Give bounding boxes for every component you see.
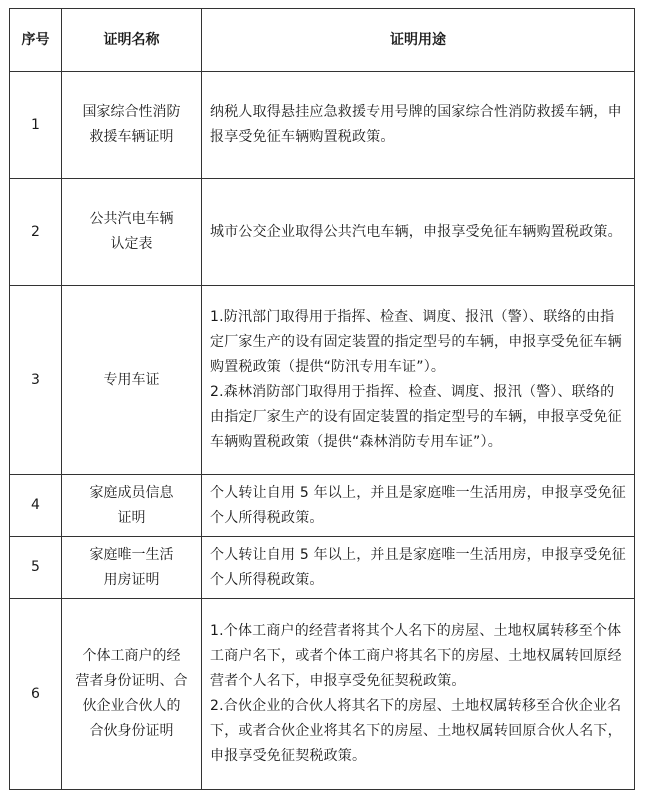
- certificate-table: [9, 8, 635, 790]
- certificate-name-line: 救援车辆证明: [89, 129, 174, 145]
- table-row: [10, 475, 635, 537]
- certificate-use-paragraph: 城市公交企业取得公共汽电车辆，申报享受免征车辆购置税政策。: [210, 223, 622, 240]
- row-number: 2: [10, 179, 62, 286]
- certificate-name-line: 合伙身份证明: [89, 723, 174, 739]
- certificate-name-line: 证明: [117, 509, 146, 526]
- certificate-use-paragraph: 个人转让自用 5 年以上，并且是家庭唯一生活用房，申报享受免征个人所得税政策。: [210, 546, 627, 588]
- certificate-use: [202, 599, 635, 790]
- certificate-name-line: 营者身份证明、合: [75, 673, 188, 689]
- certificate-name: [62, 179, 202, 286]
- header-no: 序号: [10, 9, 62, 72]
- table-row: [10, 537, 635, 599]
- certificate-use: [202, 537, 635, 599]
- table-row: [10, 72, 635, 179]
- certificate-use: [202, 286, 635, 475]
- row-number: 5: [10, 537, 62, 599]
- certificate-name-line: 家庭成员信息: [89, 484, 174, 501]
- certificate-name: [62, 537, 202, 599]
- certificate-name-line: 公共汽电车辆: [89, 211, 174, 227]
- certificate-name: [62, 599, 202, 790]
- header-use: 证明用途: [202, 9, 635, 72]
- certificate-name-line: 专用车证: [103, 371, 160, 388]
- row-number: 6: [10, 599, 62, 790]
- certificate-use: [202, 72, 635, 179]
- table-row: [10, 179, 635, 286]
- certificate-name-line: 家庭唯一生活: [89, 546, 174, 563]
- row-number: 3: [10, 286, 62, 475]
- certificate-name-line: 认定表: [110, 236, 153, 252]
- row-number: 4: [10, 475, 62, 537]
- header-row: [10, 9, 635, 72]
- certificate-use-paragraph: 2.森林消防部门取得用于指挥、检查、调度、报汛（警）、联络的由指定厂家生产的设有固定装置的指定型号的车辆，申报享受免征车辆购置税政策（提供“森林消防专用车证”）。: [210, 384, 622, 450]
- certificate-name-line: 个体工商户的经: [82, 648, 181, 664]
- table-row: [10, 599, 635, 790]
- certificate-use-paragraph: 纳税人取得悬挂应急救援专用号牌的国家综合性消防救援车辆，申报享受免征车辆购置税政策。: [210, 104, 622, 145]
- row-number: 1: [10, 72, 62, 179]
- certificate-use-paragraph: 个人转让自用 5 年以上，并且是家庭唯一生活用房，申报享受免征个人所得税政策。: [210, 484, 627, 526]
- certificate-use-paragraph: 1.个体工商户的经营者将其个人名下的房屋、土地权属转移至个体工商户名下，或者个体工商户将其名下的房屋、土地权属转回原经营者个人名下，申报享受免征契税政策。: [210, 623, 622, 689]
- certificate-use-paragraph: 1.防汛部门取得用于指挥、检查、调度、报汛（警）、联络的由指定厂家生产的设有固定装置的指定型号的车辆，申报享受免征车辆购置税政策（提供“防汛专用车证”）。: [210, 309, 622, 375]
- certificate-name: [62, 475, 202, 537]
- certificate-name-line: 用房证明: [103, 571, 160, 588]
- certificate-use: [202, 475, 635, 537]
- certificate-name-line: 伙企业合伙人的: [82, 698, 181, 714]
- certificate-name-line: 国家综合性消防: [82, 104, 181, 120]
- certificate-use-paragraph: 2.合伙企业的合伙人将其名下的房屋、土地权属转移至合伙企业名下，或者合伙企业将其名下的房屋、土地权属转回原合伙人名下，申报享受免征契税政策。: [210, 698, 622, 764]
- certificate-use: [202, 179, 635, 286]
- table-row: [10, 286, 635, 475]
- certificate-name: [62, 72, 202, 179]
- header-name: 证明名称: [62, 9, 202, 72]
- certificate-name: [62, 286, 202, 475]
